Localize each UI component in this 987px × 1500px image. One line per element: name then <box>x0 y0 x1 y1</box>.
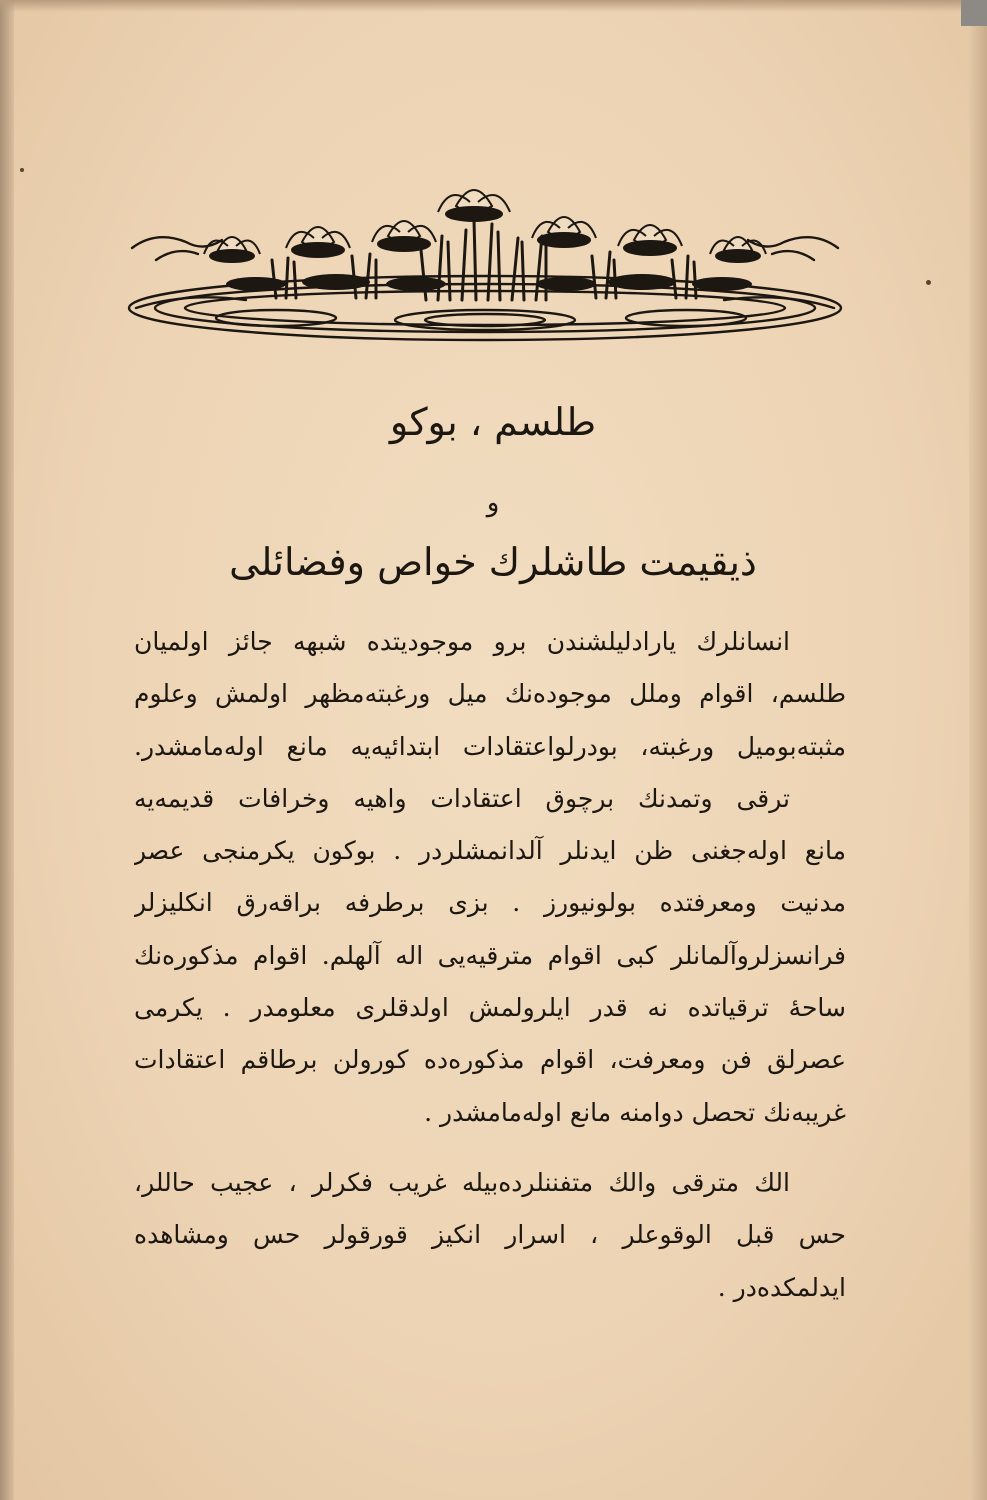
text-line: عصرلق فن ومعرفت، اقوام مذكوره‌ده كورولن برطاقم اعتقادات <box>134 1045 846 1075</box>
paper-speck <box>926 280 931 285</box>
page-edge-left <box>0 0 14 1500</box>
text-line: مدنيت ومعرفتده بولونيورز . بزى برطرفه براقه‌رق انكليزلر <box>134 888 846 918</box>
text-line: الك مترقى والك متفننلرده‌بيله غريب فكرلر ، عجيب حاللر، <box>134 1167 790 1197</box>
text-line: ساحۀ ترقياتده نه قدر ايلرولمش اولدقلرى معلومدر . يكرمى <box>134 993 846 1023</box>
lotus-pond-headpiece-icon <box>126 180 844 350</box>
text-line: حس قبل الوقوعلر ، اسرار انكيز قورقولر حس ومشاهده <box>134 1220 846 1250</box>
title-conjunction: و <box>486 488 500 518</box>
corner-mark <box>961 0 987 26</box>
paper-speck <box>20 168 24 172</box>
paragraph-gap <box>134 1139 846 1157</box>
text-line: ترقى وتمدنك برچوق اعتقادات واهيه وخرافات قديمه‌يه <box>134 783 790 813</box>
text-line: ايدلمكده‌در . <box>717 1272 846 1302</box>
text-line: انسانلرك يارادليلشندن برو موجوديتده شبهه جائز اولميان <box>134 627 790 656</box>
paragraph <box>134 616 846 773</box>
text-line: فرانسزلروآلمانلر كبى اقوام مترقيه‌يى اله آلهلم. اقوام مذكوره‌نك <box>134 940 846 970</box>
chapter-subtitle: ذيقيمت طاشلرك خواص وفضائلى <box>229 540 757 584</box>
paragraph <box>134 773 846 1139</box>
body-text <box>134 616 846 1314</box>
text-line: غريبه‌نك تحصل دوامنه مانع اوله‌مامشدر . <box>424 1097 846 1127</box>
text-line: طلسم، اقوام وملل موجوده‌نك ميل ورغبته‌مظهر اولمش وعلوم <box>134 679 846 709</box>
text-line: مانع اوله‌جغنى ظن ايدنلر آلدانمشلردر . بوكون يكرمنجى عصر <box>134 836 846 866</box>
page-edge-top <box>0 0 987 12</box>
text-line: مثبته‌بوميل ورغبته، بودرلواعتقادات ابتدائيه‌يه مانع اوله‌مامشدر. <box>134 731 846 761</box>
chapter-title: طلسم ، بوكو <box>389 400 597 444</box>
paragraph <box>134 1157 846 1314</box>
page-edge-right <box>969 0 987 1500</box>
